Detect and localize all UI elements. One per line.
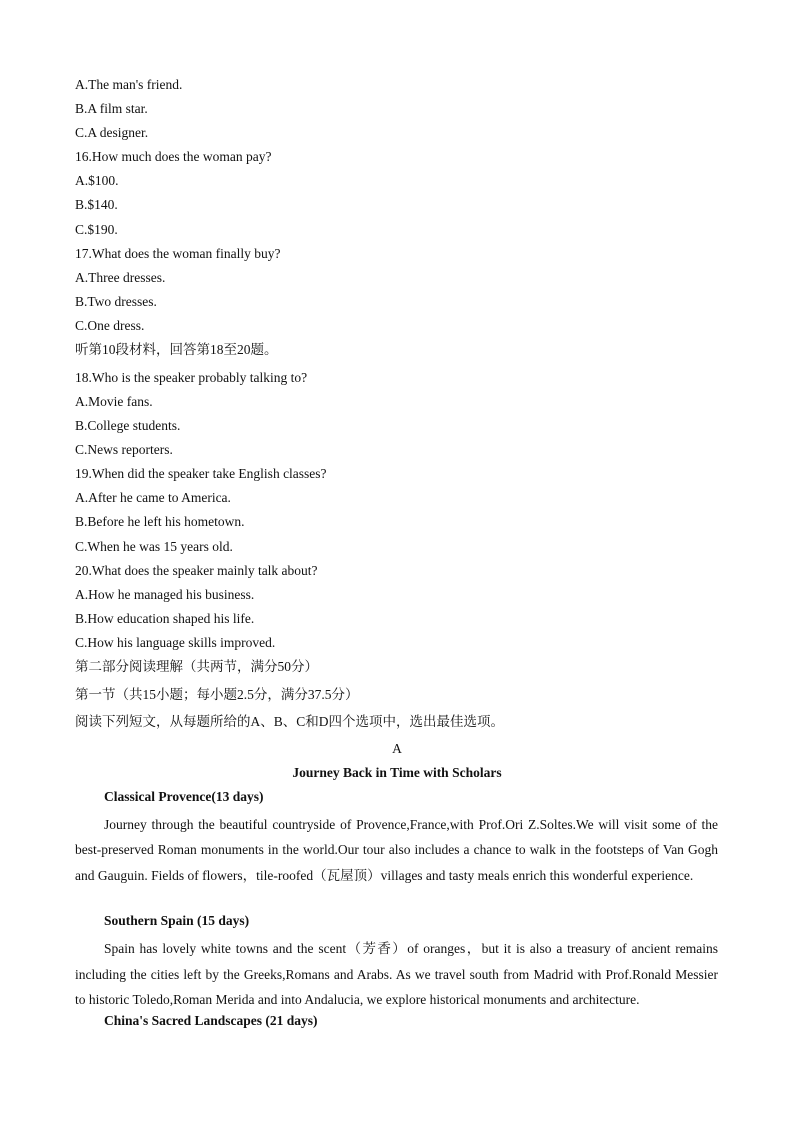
option-line: B.How education shaped his life. xyxy=(75,611,255,626)
option-line: C.How his language skills improved. xyxy=(75,635,276,650)
question-18: 18.Who is the speaker probably talking to? xyxy=(75,370,308,385)
option-line: B.Before he left his hometown. xyxy=(75,514,245,529)
option-line: B.College students. xyxy=(75,418,181,433)
option-line: A.Movie fans. xyxy=(75,394,153,409)
option-line: C.A designer. xyxy=(75,125,149,140)
section-body-provence: Journey through the beautiful countryside of Provence,France,with Prof.Ori Z.Soltes.We will visit some of the best-preserved Roman monuments in the world.Our tour also includes a chance to walk in the footsteps of Van Gogh and Gauguin. Fields of flowers，tile-roofed（瓦屋顶）villages and tasty meals enrich this wonderful experience. xyxy=(75,817,718,883)
option-line: B.A film star. xyxy=(75,101,148,116)
section-body-spain: Spain has lovely white towns and the scent（芳香）of oranges，but it is also a treasury of ancient remains including the cities left by the Greeks,Romans and Arabs. As we travel south from Madrid with Prof.Ronald Messier to historic Toledo,Roman Merida and into Andalucia, we explore historical monuments and architecture. xyxy=(75,941,718,1007)
section-heading-spain: Southern Spain (15 days) xyxy=(104,913,250,928)
passage-letter: A xyxy=(392,741,402,756)
option-line: C.One dress. xyxy=(75,318,145,333)
question-20: 20.What does the speaker mainly talk about? xyxy=(75,563,318,578)
option-line: A.Three dresses. xyxy=(75,270,166,285)
question-16: 16.How much does the woman pay? xyxy=(75,149,272,164)
option-line: C.When he was 15 years old. xyxy=(75,539,233,554)
listening-instruction: 听第10段材料，回答第18至20题。 xyxy=(75,342,278,357)
question-19: 19.When did the speaker take English classes? xyxy=(75,466,327,481)
option-line: A.How he managed his business. xyxy=(75,587,255,602)
section-heading-china: China's Sacred Landscapes (21 days) xyxy=(104,1013,318,1028)
option-line: A.$100. xyxy=(75,173,119,188)
section-one-heading: 第一节（共15小题；每小题2.5分，满分37.5分） xyxy=(75,687,359,702)
option-line: A.The man's friend. xyxy=(75,77,183,92)
option-line: C.$190. xyxy=(75,222,118,237)
part-two-heading: 第二部分阅读理解（共两节，满分50分） xyxy=(75,659,318,674)
article-title: Journey Back in Time with Scholars xyxy=(292,765,502,780)
reading-instruction: 阅读下列短文，从每题所给的A、B、C和D四个选项中，选出最佳选项。 xyxy=(75,714,505,729)
option-line: B.$140. xyxy=(75,197,118,212)
option-line: C.News reporters. xyxy=(75,442,173,457)
section-heading-provence: Classical Provence(13 days) xyxy=(104,789,264,804)
option-line: A.After he came to America. xyxy=(75,490,231,505)
question-17: 17.What does the woman finally buy? xyxy=(75,246,281,261)
option-line: B.Two dresses. xyxy=(75,294,157,309)
